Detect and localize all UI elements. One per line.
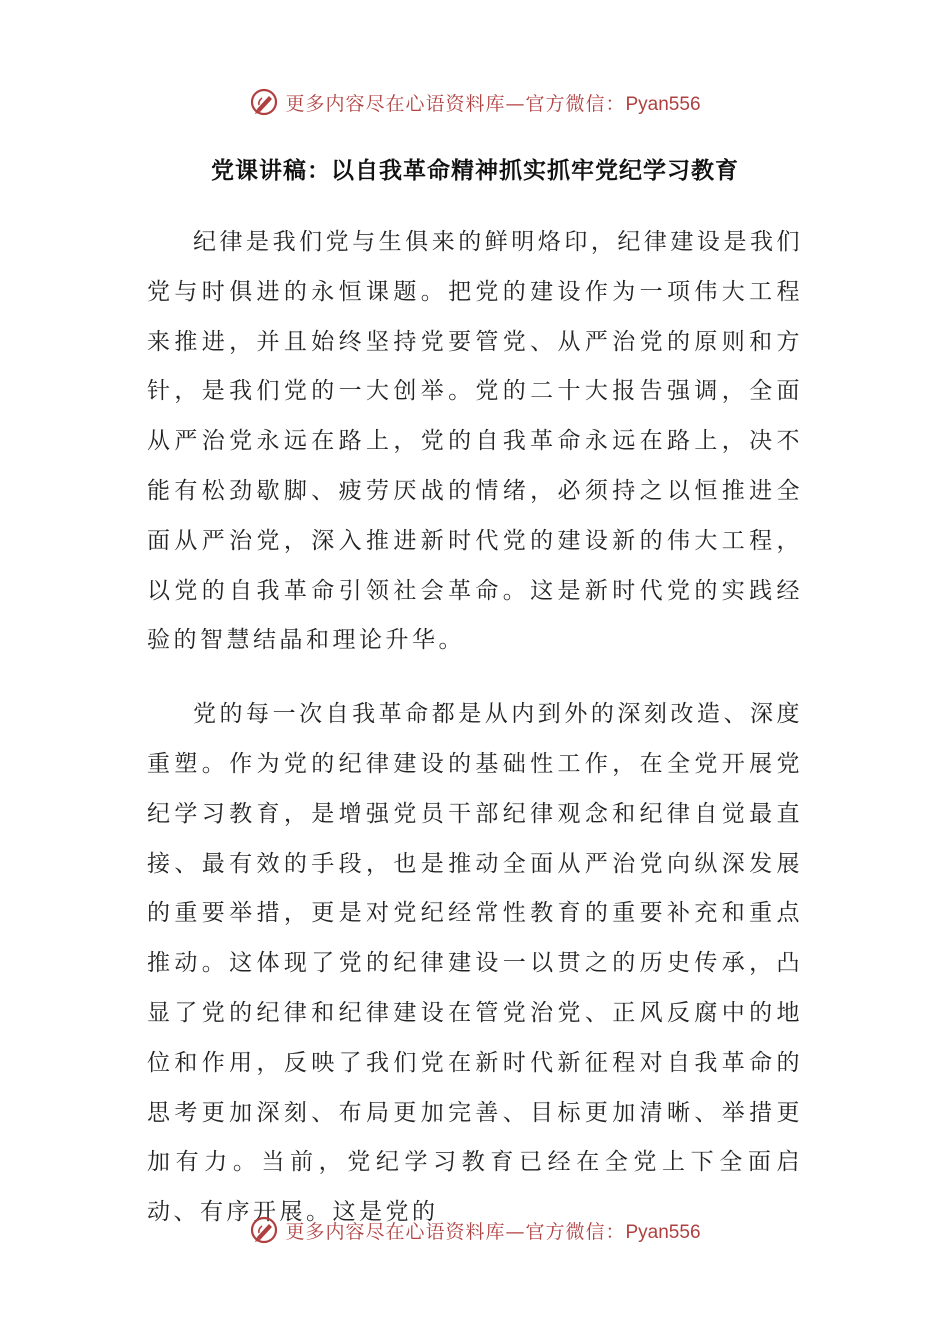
header-watermark bbox=[0, 84, 950, 120]
watermark-id: Pyan556 bbox=[625, 1221, 701, 1243]
watermark-main: 更多内容尽在心语资料库 bbox=[285, 1220, 506, 1243]
watermark-sub: 官方微信： bbox=[525, 92, 626, 115]
watermark-dash: — bbox=[505, 92, 526, 115]
footer-watermark bbox=[0, 1212, 950, 1248]
document-title: 党课讲稿：以自我革命精神抓实抓牢党纪学习教育 bbox=[211, 158, 739, 184]
watermark-main: 更多内容尽在心语资料库 bbox=[285, 92, 506, 115]
paragraph-1: 纪律是我们党与生俱来的鲜明烙印，纪律建设是我们党与时俱进的永恒课题。把党的建设作为一项伟大工程来推进，并且始终坚持党要管党、从严治党的原则和方针，是我们党的一大创举。党的二十大报告强调，全面从严治党永远在路上，党的自我革命永远在路上，决不能有松劲歇脚、疲劳厌战的情绪，必须持之以恒推进全面从严治党，深入推进新时代党的建设新的伟大工程，以党的自我革命引领社会革命。这是新时代党的实践经验的智慧结晶和理论升华。 bbox=[147, 229, 803, 654]
pen-circle-icon bbox=[249, 1215, 279, 1245]
watermark-dash: — bbox=[505, 1220, 526, 1243]
document-body bbox=[147, 218, 803, 1262]
paragraph-2: 党的每一次自我革命都是从内到外的深刻改造、深度重塑。作为党的纪律建设的基础性工作，在全党开展党纪学习教育，是增强党员干部纪律观念和纪律自觉最直接、最有效的手段，也是推动全面从严治党向纵深发展的重要举措，更是对党纪经常性教育的重要补充和重点推动。这体现了党的纪律建设一以贯之的历史传承，凸显了党的纪律和纪律建设在管党治党、正风反腐中的地位和作用，反映了我们党在新时代新征程对自我革命的思考更加深刻、布局更加完善、目标更加清晰、举措更加有力。当前，党纪学习教育已经在全党上下全面启动、有序开展。这是党的 bbox=[147, 701, 803, 1226]
watermark-id: Pyan556 bbox=[625, 93, 701, 115]
watermark-sub: 官方微信： bbox=[525, 1220, 626, 1243]
pen-circle-icon bbox=[249, 87, 279, 117]
watermark-text bbox=[285, 89, 700, 116]
watermark-text bbox=[285, 1217, 700, 1244]
